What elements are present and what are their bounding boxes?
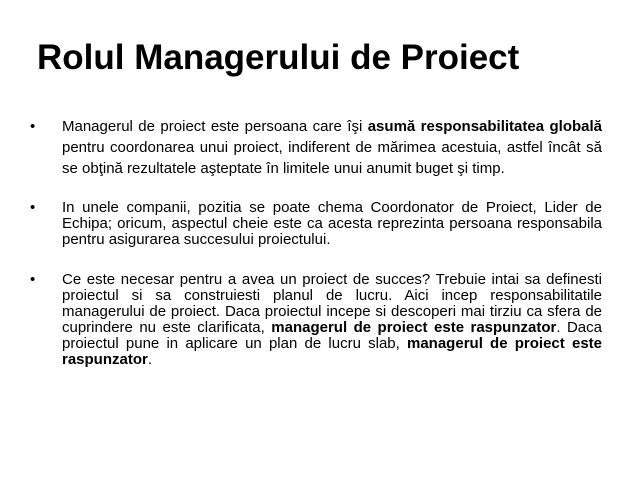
bullet-dot-icon: •: [30, 199, 36, 216]
bullet-3-emphasis-2: managerul de proiect este raspunzator: [62, 335, 602, 368]
slide-title: Rolul Managerului de Proiect: [37, 38, 520, 77]
bullet-list: [30, 116, 602, 368]
bullet-2-text: In unele companii, pozitia se poate chema Coordonator de Proiect, Lider de Echipa; oricum, aspectul cheie este ca acesta reprezinta persoana responsabila pentru asigurarea succesului proiectului.: [62, 199, 602, 248]
bullet-item-3: [30, 272, 602, 368]
bullet-dot-icon: •: [30, 271, 36, 288]
bullet-item-1: [30, 116, 602, 179]
bullet-dot-icon: •: [30, 118, 36, 135]
bullet-item-2: [30, 200, 602, 248]
bullet-3-emphasis-1: managerul de proiect este raspunzator: [271, 319, 557, 336]
bullet-3-text: Ce este necesar pentru a avea un proiect de succes? Trebuie intai sa definesti proiectul si sa construiesti planul de lucru. Aici incep responsabilitatile managerului de proiect. Daca proiectul incepe si descoperi mai tirziu ca sfera de cuprindere nu este clarificata,: [62, 271, 602, 336]
bullet-1-text: Managerul de proiect este persoana care îşi: [62, 118, 368, 135]
bullet-3-text-middle: . Daca proiectul pune in aplicare un plan de lucru slab,: [62, 319, 602, 352]
bullet-1-text-end: pentru coordonarea unui proiect, indiferent de mărimea acestuia, astfel încât să se obţină rezultatele aşteptate în limitele unui anumit buget şi timp.: [62, 139, 602, 177]
bullet-1-emphasis: asumă responsabilitatea globală: [367, 118, 602, 135]
bullet-3-text-end: .: [147, 351, 153, 368]
